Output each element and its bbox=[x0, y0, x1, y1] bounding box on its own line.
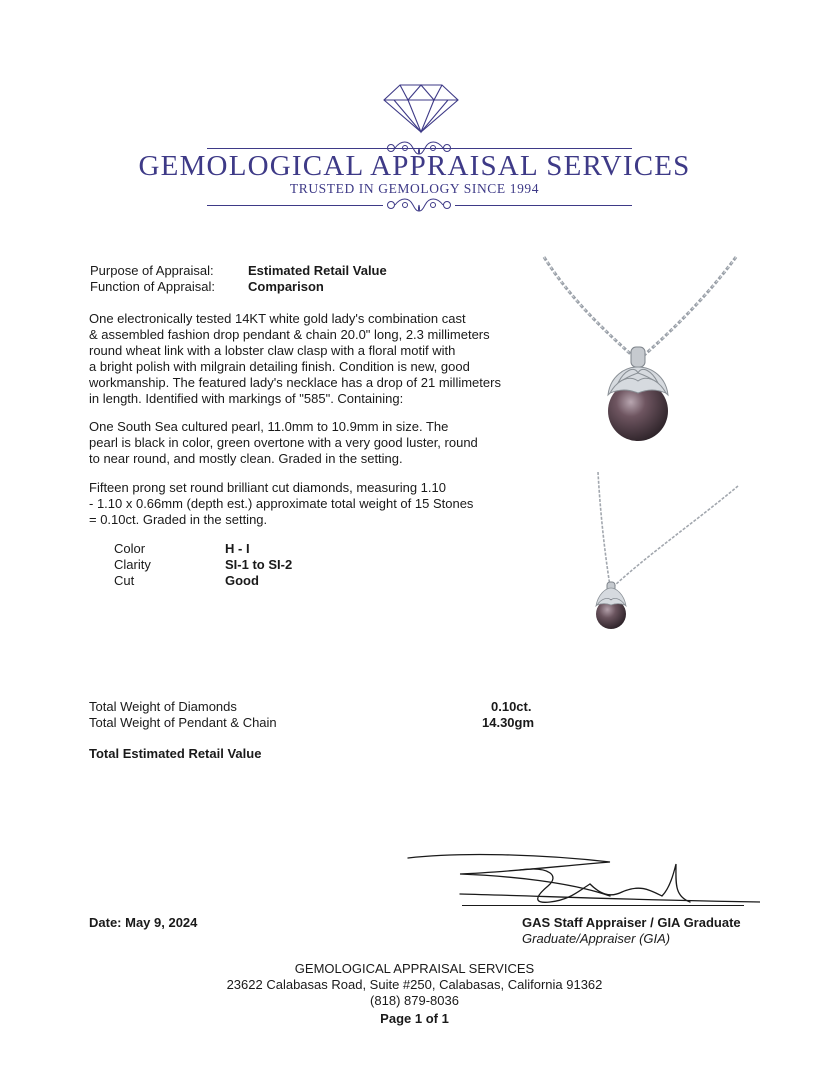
company-logo-title: GEMOLOGICAL APPRAISAL SERVICES bbox=[138, 150, 691, 182]
description-line: a bright polish with milgrain detailing finish. Condition is new, good bbox=[89, 359, 470, 374]
diamond-line: - 1.10 x 0.66mm (depth est.) approximate total weight of 15 Stones bbox=[89, 496, 474, 511]
purpose-value: Estimated Retail Value bbox=[248, 263, 387, 278]
signature-line bbox=[462, 905, 744, 906]
total-diamond-weight-label: Total Weight of Diamonds bbox=[89, 699, 237, 714]
appraiser-credential: Graduate/Appraiser (GIA) bbox=[522, 931, 671, 946]
pearl-line: to near round, and mostly clean. Graded in the setting. bbox=[89, 451, 403, 466]
purpose-label: Purpose of Appraisal: bbox=[90, 263, 214, 278]
description-line: workmanship. The featured lady's necklace has a drop of 21 millimeters bbox=[89, 375, 501, 390]
diamond-line: = 0.10ct. Graded in the setting. bbox=[89, 512, 268, 527]
grade-value-clarity: SI-1 to SI-2 bbox=[225, 557, 293, 572]
appraiser-title: GAS Staff Appraiser / GIA Graduate bbox=[522, 915, 741, 930]
grade-label-cut: Cut bbox=[114, 573, 135, 588]
total-diamond-weight-value: 0.10ct. bbox=[491, 699, 532, 714]
pearl-description bbox=[89, 419, 539, 467]
function-value: Comparison bbox=[248, 279, 324, 294]
necklace-photo-full bbox=[570, 468, 742, 638]
description-line: round wheat link with a lobster claw clasp with a floral motif with bbox=[89, 343, 456, 358]
diamond-description bbox=[89, 480, 539, 528]
appraisal-date: Date: May 9, 2024 bbox=[89, 915, 198, 930]
description-line: & assembled fashion drop pendant & chain 20.0" long, 2.3 millimeters bbox=[89, 327, 490, 342]
pearl-line: One South Sea cultured pearl, 11.0mm to 10.9mm in size. The bbox=[89, 419, 449, 434]
grade-value-color: H - I bbox=[225, 541, 250, 556]
pendant-photo-closeup bbox=[538, 255, 738, 455]
footer-company: GEMOLOGICAL APPRAISAL SERVICES bbox=[294, 961, 535, 976]
company-tagline: TRUSTED IN GEMOLOGY SINCE 1994 bbox=[289, 181, 540, 196]
total-retail-value-label: Total Estimated Retail Value bbox=[89, 746, 262, 761]
footer-address: 23622 Calabasas Road, Suite #250, Calabasas, California 91362 bbox=[226, 977, 603, 992]
grade-value-cut: Good bbox=[225, 573, 259, 588]
function-label: Function of Appraisal: bbox=[90, 279, 216, 294]
footer-phone: (818) 879-8036 bbox=[370, 993, 459, 1008]
scroll-ornament-bottom-icon bbox=[383, 196, 455, 214]
page-number: Page 1 of 1 bbox=[380, 1011, 449, 1026]
description-line: One electronically tested 14KT white gold lady's combination cast bbox=[89, 311, 466, 326]
grade-label-color: Color bbox=[114, 541, 146, 556]
pearl-line: pearl is black in color, green overtone with a very good luster, round bbox=[89, 435, 478, 450]
grade-label-clarity: Clarity bbox=[114, 557, 151, 572]
diamond-line: Fifteen prong set round brilliant cut diamonds, measuring 1.10 bbox=[89, 480, 446, 495]
diamond-logo-icon bbox=[380, 82, 462, 134]
total-pendant-weight-label: Total Weight of Pendant & Chain bbox=[89, 715, 277, 730]
total-pendant-weight-value: 14.30gm bbox=[482, 715, 535, 730]
description-line: in length. Identified with markings of "585". Containing: bbox=[89, 391, 404, 406]
item-description bbox=[89, 311, 539, 407]
